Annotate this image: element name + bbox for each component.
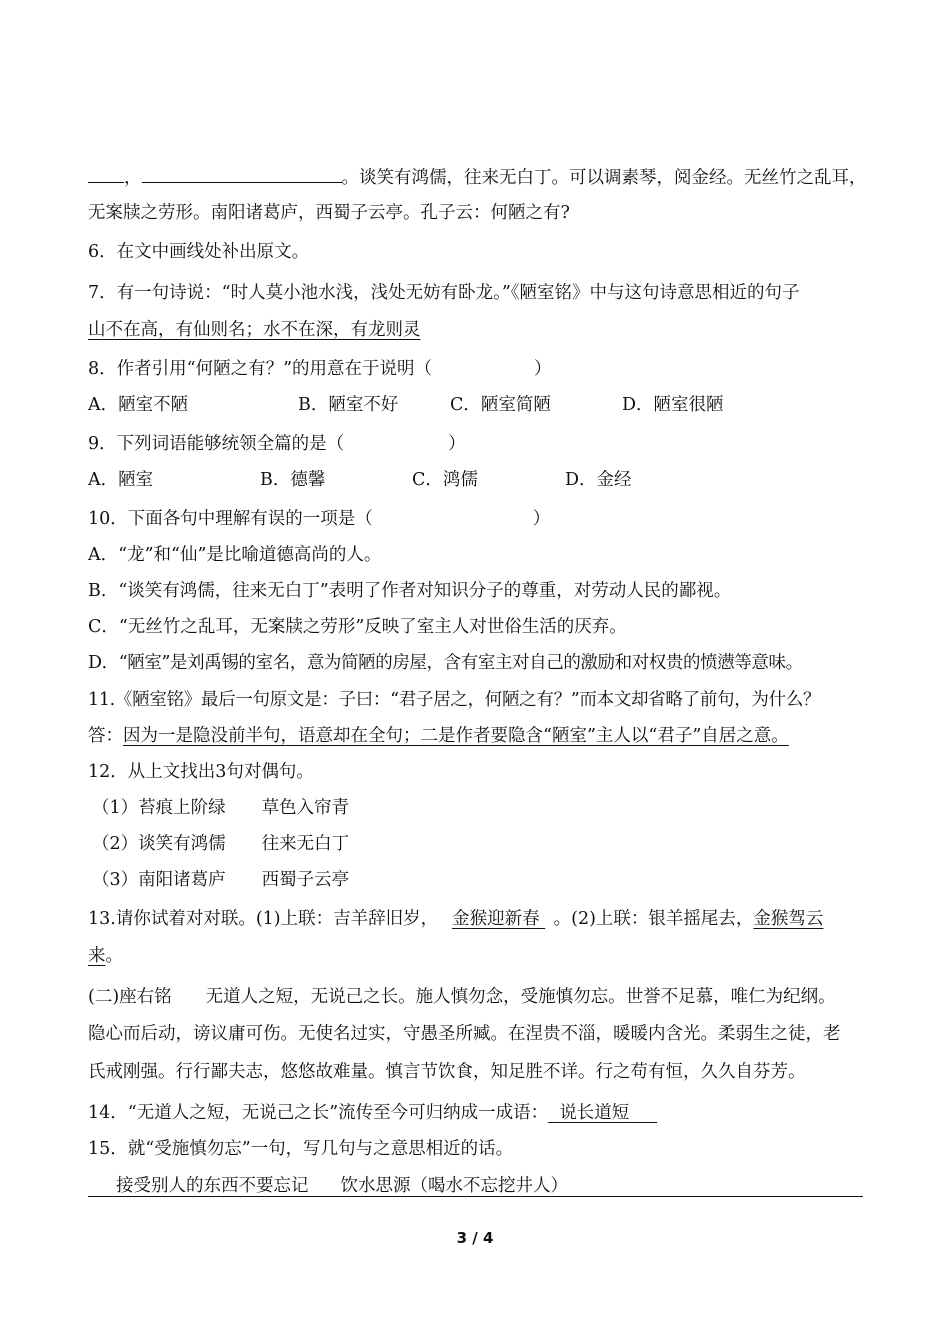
blank-1 bbox=[88, 164, 124, 183]
question-8 bbox=[88, 357, 552, 381]
q8-option-a: A．陋室不陋 bbox=[88, 395, 189, 415]
question-10 bbox=[88, 507, 550, 531]
page-number: 3 / 4 bbox=[456, 1229, 494, 1247]
question-8-text: 8．作者引用“何陋之有？”的用意在于说明（ bbox=[88, 359, 433, 379]
question-15: 15．就“受施慎勿忘”一句，写几句与之意思相近的话。 bbox=[88, 1139, 514, 1159]
question-10-close: ） bbox=[532, 509, 551, 529]
passage-comma: ， bbox=[124, 168, 142, 188]
q9-option-c: C．鸿儒 bbox=[412, 470, 478, 490]
question-9-close: ） bbox=[448, 434, 466, 454]
answer-15-2: 饮水思源（喝水不忘挖井人） bbox=[340, 1176, 568, 1196]
q10-option-b: B．“谈笑有鸿儒，往来无白丁”表明了作者对知识分子的尊重，对劳动人民的鄙视。 bbox=[88, 581, 732, 601]
q12-pair-1-b: 草色入帘青 bbox=[261, 798, 350, 818]
q13-part-2: 。(2)上联：银羊摇尾去， bbox=[553, 909, 754, 929]
q13-end: 。 bbox=[105, 946, 123, 966]
question-7: 7．有一句诗说：“时人莫小池水浅，浅处无妨有卧龙。”《陋室铭》中与这句诗意思相近的句子 bbox=[88, 283, 800, 303]
question-9-text: 9．下列词语能够统领全篇的是（ bbox=[88, 434, 345, 454]
section-2-line-3: 氏戒刚强。行行鄙夫志，悠悠故难量。慎言节饮食，知足胜不详。行之苟有恒，久久自芬芳。 bbox=[88, 1062, 806, 1082]
question-14-text: 14．“无道人之短，无说己之长”流传至今可归纳成一成语： bbox=[88, 1103, 549, 1123]
q12-num-3: （3） bbox=[92, 870, 139, 890]
answer-15-line bbox=[116, 1174, 568, 1198]
question-11: 11.《陋室铭》最后一句原文是：子曰：“君子居之，何陋之有？”而本文却省略了前句，为什么？ bbox=[88, 690, 821, 710]
answer-14-wrap bbox=[548, 1103, 657, 1123]
q12-pair-3-a: 南阳诸葛庐 bbox=[138, 870, 226, 890]
answer-11-label: 答： bbox=[88, 726, 123, 746]
question-13-cont bbox=[88, 944, 123, 968]
section-2-text-1: 无道人之短，无说己之长。施人慎勿念，受施慎勿忘。世誉不足慕，唯仁为纪纲。 bbox=[205, 987, 836, 1007]
q10-option-a: A．“龙”和“仙”是比喻道德高尚的人。 bbox=[88, 545, 382, 565]
answer-11-line bbox=[88, 724, 789, 748]
passage-line-2: 无案牍之劳形。南阳诸葛庐，西蜀子云亭。孔子云：何陋之有? bbox=[88, 203, 570, 223]
q9-option-d: D．金经 bbox=[565, 470, 632, 490]
section-2-line-1 bbox=[88, 985, 836, 1009]
q12-pair-3-b: 西蜀子云亭 bbox=[261, 870, 350, 890]
q12-pair-1 bbox=[92, 796, 349, 820]
answer-15-1: 接受别人的东西不要忘记 bbox=[116, 1176, 309, 1196]
question-9 bbox=[88, 432, 466, 456]
q12-num-2: （2） bbox=[92, 834, 139, 854]
q10-option-d: D．“陋室”是刘禹锡的室名，意为简陋的房屋，含有室主对自己的激励和对权贵的愤懑等意味。 bbox=[88, 653, 803, 673]
q9-option-a: A．陋室 bbox=[88, 470, 154, 490]
question-13 bbox=[88, 907, 823, 931]
q13-answer-1: 金猴迎新春 bbox=[452, 909, 540, 929]
q12-pair-2-a: 谈笑有鸿儒 bbox=[138, 834, 226, 854]
answer-14: 说长道短 bbox=[559, 1103, 630, 1123]
question-14 bbox=[88, 1101, 657, 1125]
q12-num-1: （1） bbox=[92, 798, 139, 818]
answer-15-underline bbox=[88, 1196, 863, 1197]
q12-pair-3 bbox=[92, 868, 349, 892]
question-10-text: 10．下面各句中理解有误的一项是（ bbox=[88, 509, 373, 529]
section-2-title: (二)座右铭 bbox=[88, 987, 172, 1007]
q10-option-c: C．“无丝竹之乱耳，无案牍之劳形”反映了室主人对世俗生活的厌弃。 bbox=[88, 617, 627, 637]
passage-text-1: 。谈笑有鸿儒，往来无白丁。可以调素琴，阅金经。无丝竹之乱耳， bbox=[341, 168, 867, 188]
q13-part-1: 13.请你试着对对联。(1)上联：吉羊辞旧岁， bbox=[88, 909, 439, 929]
q12-pair-2 bbox=[92, 832, 349, 856]
q9-option-b: B．德馨 bbox=[260, 470, 326, 490]
answer-11: 因为一是隐没前半句，语意却在全句；二是作者要隐含“陋室”主人以“君子”自居之意。 bbox=[123, 726, 789, 746]
q13-answer-2a: 金猴驾云 bbox=[753, 909, 824, 929]
question-8-close: ） bbox=[534, 359, 552, 379]
section-2-line-2: 隐心而后动，谤议庸可伤。无使名过实，守愚圣所臧。在涅贵不淄，暖暖内含光。柔弱生之徒，老 bbox=[88, 1024, 841, 1044]
q8-option-b: B．陋室不好 bbox=[298, 395, 399, 415]
q8-option-d: D．陋室很陋 bbox=[622, 395, 724, 415]
blank-2 bbox=[142, 164, 342, 183]
answer-7: 山不在高，有仙则名；水不在深，有龙则灵 bbox=[88, 320, 421, 340]
question-6: 6．在文中画线处补出原文。 bbox=[88, 242, 310, 262]
q8-option-c: C．陋室简陋 bbox=[450, 395, 551, 415]
q12-pair-2-b: 往来无白丁 bbox=[261, 834, 350, 854]
q13-answer-2b: 来 bbox=[88, 946, 106, 966]
passage-line-1 bbox=[88, 164, 867, 190]
question-12: 12．从上文找出3句对偶句。 bbox=[88, 762, 314, 782]
q12-pair-1-a: 苔痕上阶绿 bbox=[138, 798, 226, 818]
